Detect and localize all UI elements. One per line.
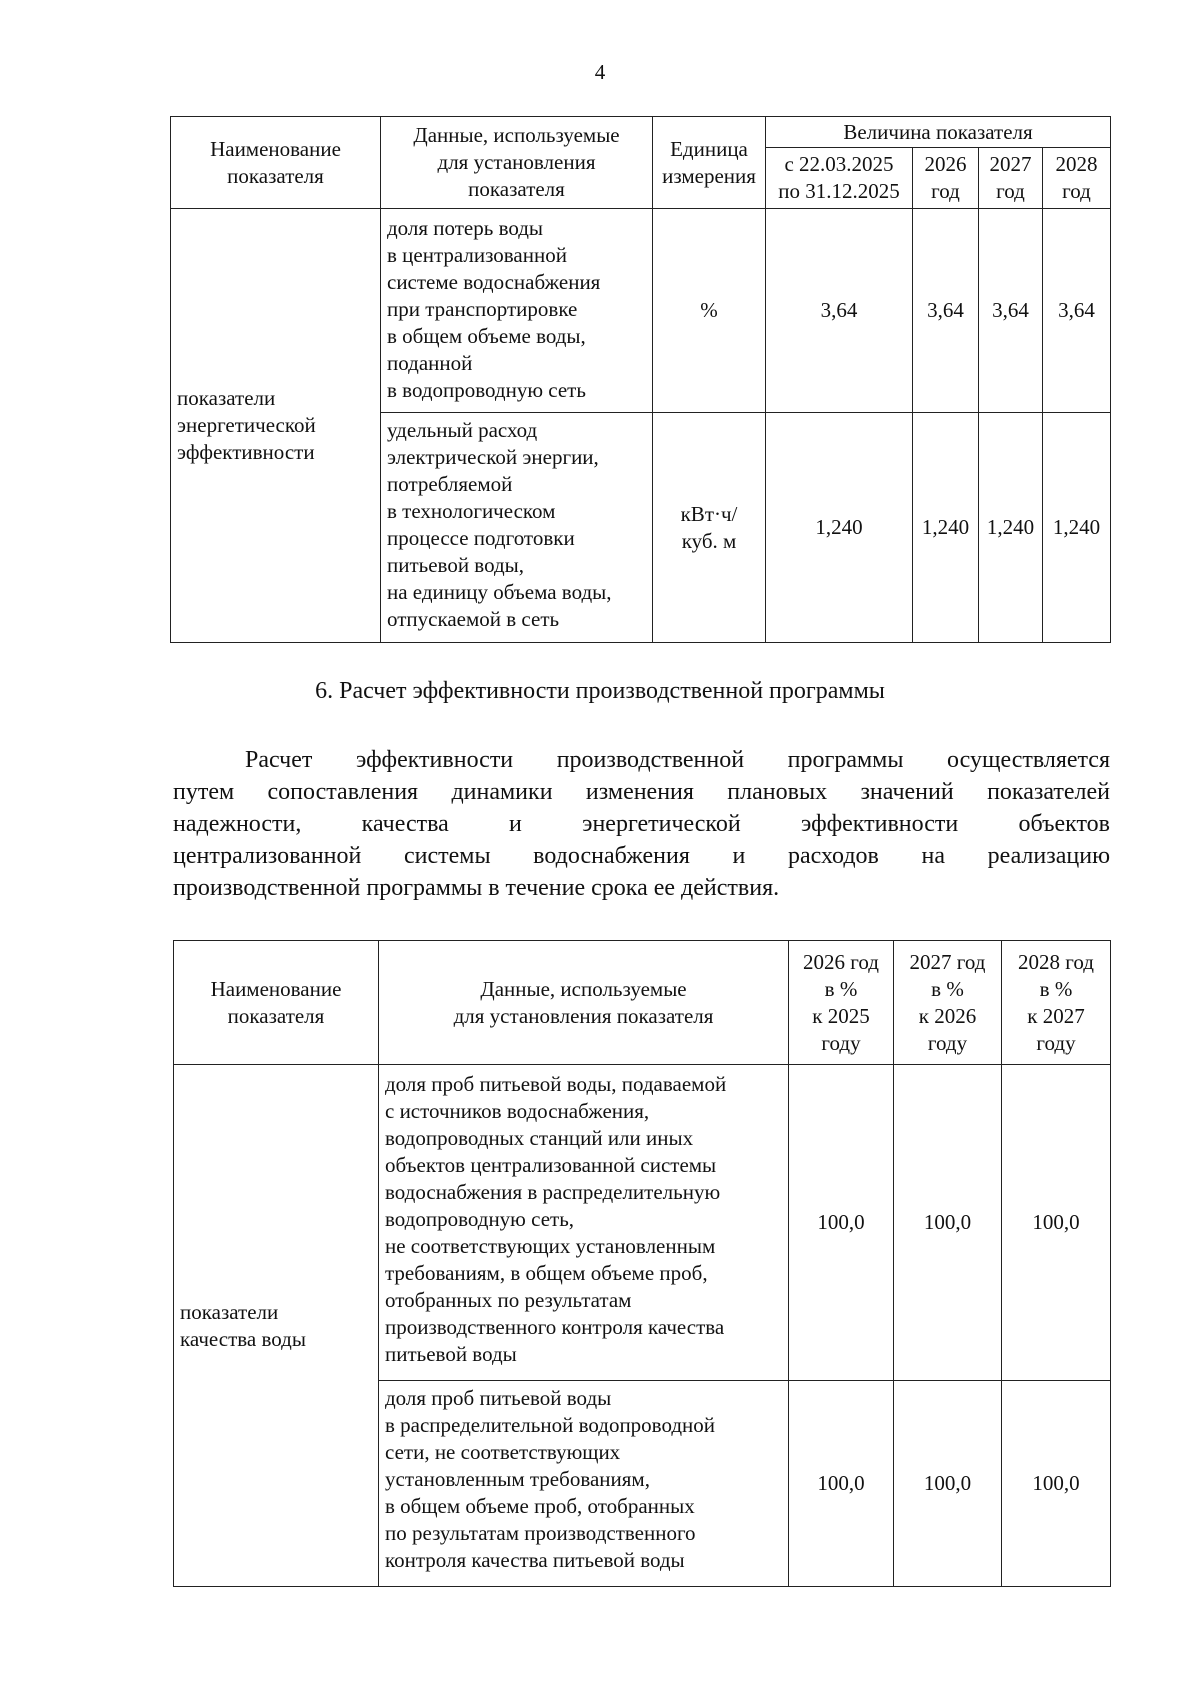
t2-row2-description: доля проб питьевой воды в распределительной водопроводной сети, не соответствующих установленным требованиям, в общем объеме проб, отобранных по результатам производственного контроля качества питьевой воды — [379, 1381, 789, 1587]
t1-row2-2026: 1,240 — [913, 413, 979, 643]
t1-row1-2028: 3,64 — [1043, 209, 1111, 413]
paragraph-line: надежности, качества и энергетической эффективности объектов — [173, 811, 1110, 837]
paragraph-line: путем сопоставления динамики изменения плановых значений показателей — [173, 779, 1110, 805]
t2-header-data: Данные, используемые для установления показателя — [379, 941, 789, 1065]
t2-header-2028: 2028 год в % к 2027 году — [1002, 941, 1111, 1065]
t2-header-2027: 2027 год в % к 2026 году — [894, 941, 1002, 1065]
t2-row1-2028: 100,0 — [1002, 1065, 1111, 1381]
t1-row2-2028: 1,240 — [1043, 413, 1111, 643]
t1-header-2026: 2026 год — [913, 148, 979, 209]
water-quality-table — [173, 940, 1111, 1587]
t1-row2-2027: 1,240 — [979, 413, 1043, 643]
t2-row1-2026: 100,0 — [789, 1065, 894, 1381]
t1-row2-period: 1,240 — [766, 413, 913, 643]
t1-header-data: Данные, используемые для установления показателя — [381, 117, 653, 209]
t1-header-period: с 22.03.2025 по 31.12.2025 — [766, 148, 913, 209]
t2-header-2026: 2026 год в % к 2025 году — [789, 941, 894, 1065]
t1-group-label: показатели энергетической эффективности — [171, 209, 381, 643]
t1-row1-2026: 3,64 — [913, 209, 979, 413]
t1-row2-description: удельный расход электрической энергии, потребляемой в технологическом процессе подготовки питьевой воды, на единицу объема воды, отпускаемой в сеть — [381, 413, 653, 643]
t1-header-2027: 2027 год — [979, 148, 1043, 209]
energy-efficiency-table — [170, 116, 1111, 643]
t1-row1-period: 3,64 — [766, 209, 913, 413]
t1-header-value-group: Величина показателя — [766, 117, 1111, 148]
t1-row1-unit: % — [653, 209, 766, 413]
t2-row2-2028: 100,0 — [1002, 1381, 1111, 1587]
page-number: 4 — [594, 60, 606, 84]
paragraph-line: производственной программы в течение срока ее действия. — [173, 875, 780, 901]
t1-header-2028: 2028 год — [1043, 148, 1111, 209]
t2-group-label: показатели качества воды — [174, 1065, 379, 1587]
t2-row2-2027: 100,0 — [894, 1381, 1002, 1587]
t2-row1-description: доля проб питьевой воды, подаваемой с источников водоснабжения, водопроводных станций или иных объектов централизованной системы водоснабжения в распределительную водопроводную сеть, не соответствующих установленным требованиям, в общем объеме проб, отобранных по результатам производственного контроля качества питьевой воды — [379, 1065, 789, 1381]
t1-header-unit: Единица измерения — [653, 117, 766, 209]
section-paragraph — [173, 744, 1110, 904]
t2-header-name: Наименование показателя — [174, 941, 379, 1065]
t1-row1-description: доля потерь воды в централизованной системе водоснабжения при транспортировке в общем объеме воды, поданной в водопроводную сеть — [381, 209, 653, 413]
paragraph-line: Расчет эффективности производственной программы осуществляется — [245, 747, 1110, 773]
t1-header-name: Наименование показателя — [171, 117, 381, 209]
section-title: 6. Расчет эффективности производственной программы — [315, 678, 885, 704]
paragraph-line: централизованной системы водоснабжения и расходов на реализацию — [173, 843, 1110, 869]
t2-row2-2026: 100,0 — [789, 1381, 894, 1587]
t1-row1-2027: 3,64 — [979, 209, 1043, 413]
t1-row2-unit: кВт·ч/ куб. м — [653, 413, 766, 643]
t2-row1-2027: 100,0 — [894, 1065, 1002, 1381]
